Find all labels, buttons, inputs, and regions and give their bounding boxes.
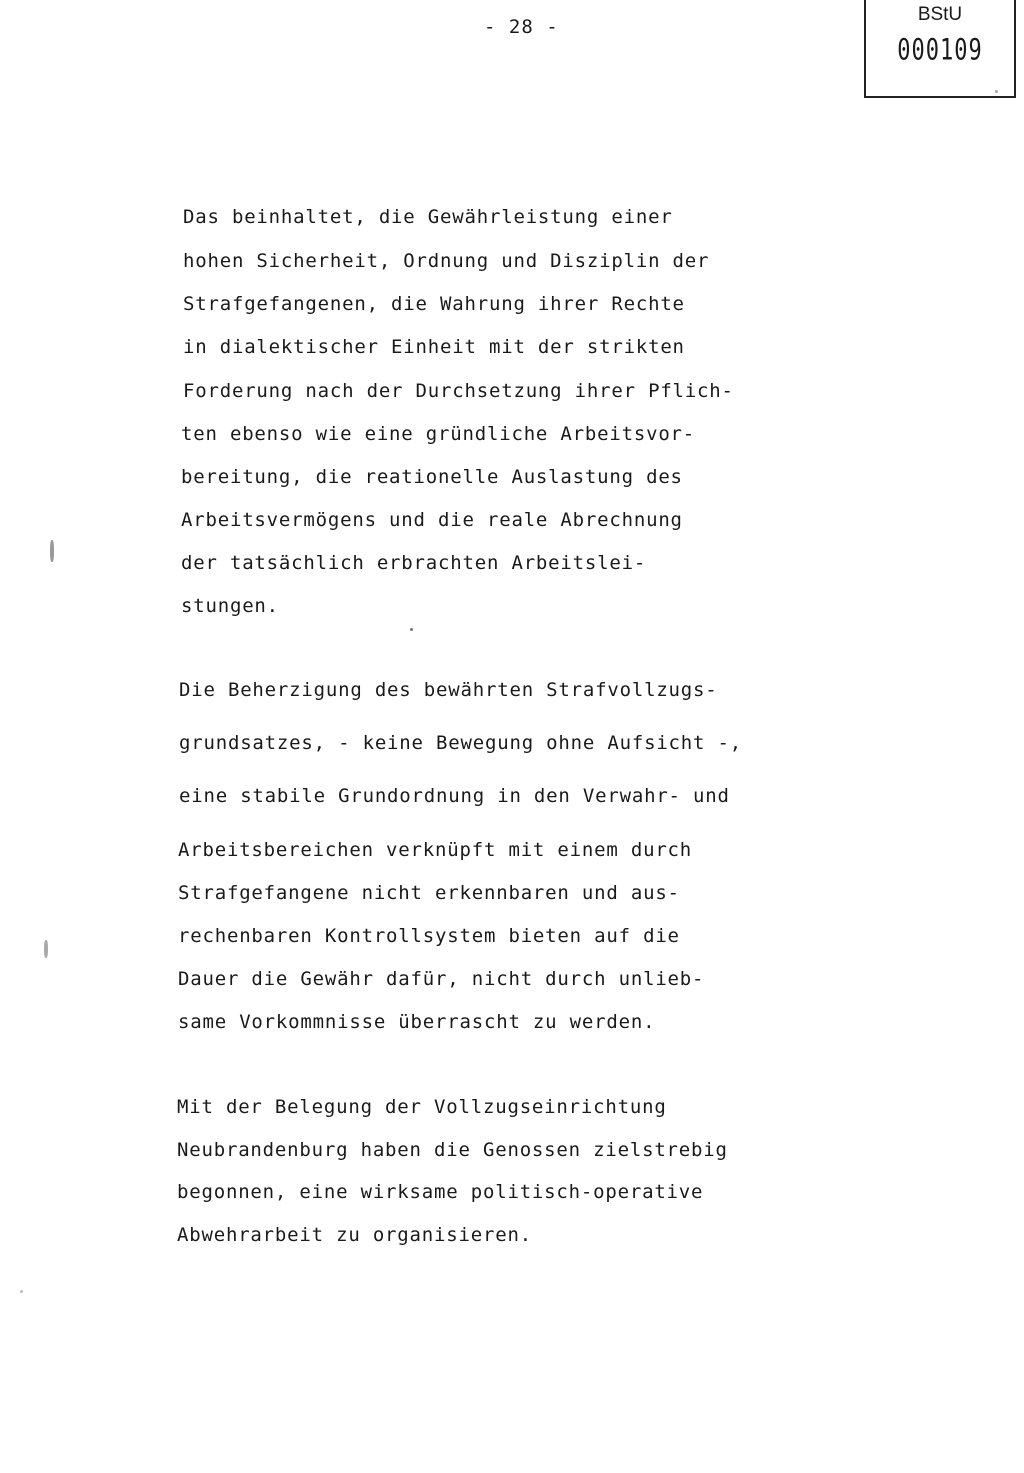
text-line: Die Beherzigung des bewährten Strafvollzugs- xyxy=(179,679,718,701)
text-line: bereitung, die reationelle Auslastung des xyxy=(181,466,683,488)
text-line: Abwehrarbeit zu organisieren. xyxy=(177,1224,532,1246)
text-line: Mit der Belegung der Vollzugseinrichtung xyxy=(177,1096,667,1118)
page-number: - 28 - xyxy=(484,16,559,38)
text-line: same Vorkommnisse überrascht zu werden. xyxy=(178,1011,656,1033)
text-line: in dialektischer Einheit mit der strikten xyxy=(183,336,685,358)
scan-speck xyxy=(995,90,998,93)
text-line: grundsatzes, - keine Bewegung ohne Aufsicht -, xyxy=(179,732,742,754)
text-line: der tatsächlich erbrachten Arbeitslei- xyxy=(181,552,647,574)
text-line: ten ebenso wie eine gründliche Arbeitsvor- xyxy=(181,423,696,445)
text-line: Das beinhaltet, die Gewährleistung einer xyxy=(183,206,673,228)
text-line: rechenbaren Kontrollsystem bieten auf die xyxy=(178,925,680,947)
text-line: hohen Sicherheit, Ordnung und Disziplin der xyxy=(183,250,710,272)
archive-stamp xyxy=(864,0,1016,98)
text-line: Neubrandenburg haben die Genossen zielstrebig xyxy=(177,1139,728,1161)
text-line: Dauer die Gewähr dafür, nicht durch unlieb- xyxy=(178,968,705,990)
text-line: begonnen, eine wirksame politisch-operative xyxy=(177,1181,704,1203)
scan-speck xyxy=(50,540,54,562)
text-line: Arbeitsbereichen verknüpft mit einem durch xyxy=(178,839,693,861)
text-line: Arbeitsvermögens und die reale Abrechnung xyxy=(181,509,683,531)
text-line: Strafgefangene nicht erkennbaren und aus- xyxy=(178,882,680,904)
text-line: eine stabile Grundordnung in den Verwahr- und xyxy=(179,785,730,807)
scan-speck xyxy=(410,628,413,631)
text-line: stungen. xyxy=(181,595,279,617)
text-line: Strafgefangenen, die Wahrung ihrer Rechte xyxy=(183,293,685,315)
scan-speck xyxy=(44,940,48,958)
text-line: Forderung nach der Durchsetzung ihrer Pflich- xyxy=(183,380,734,402)
scan-speck xyxy=(20,1290,23,1293)
stamp-number: 000109 xyxy=(897,33,983,68)
stamp-label: BStU xyxy=(917,4,963,25)
